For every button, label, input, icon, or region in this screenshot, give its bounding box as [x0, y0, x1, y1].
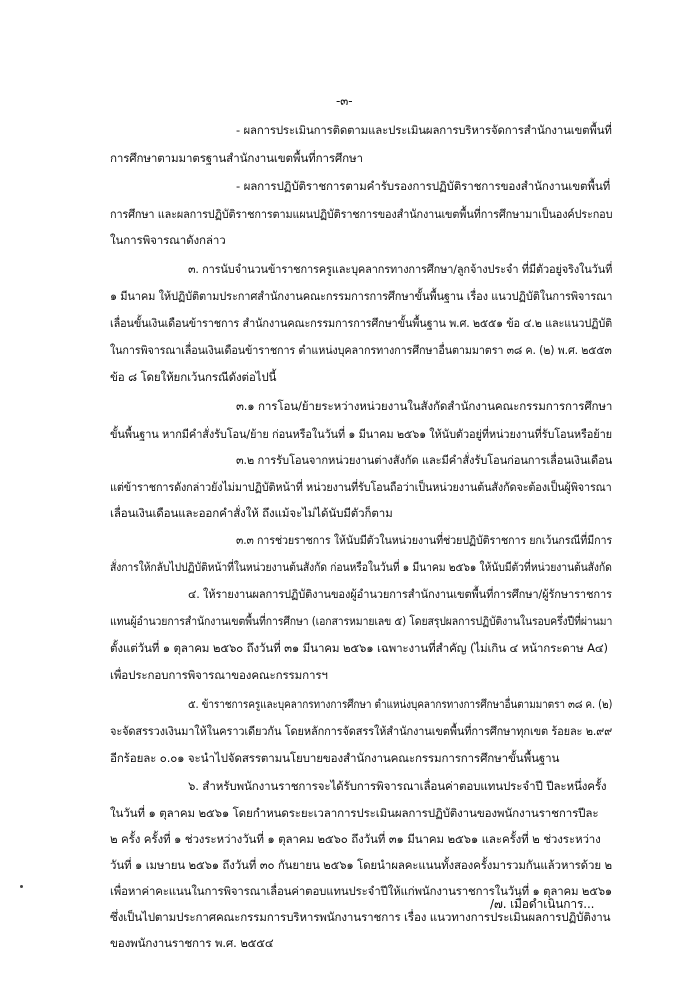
paragraph-line: ๒ ครั้ง ครั้งที่ ๑ ช่วงระหว่างวันที่ ๑ ตุลาคม ๒๕๖๐ ถึงวันที่ ๓๑ มีนาคม ๒๕๖๑ และครั้งที่ ๒ ช่วงระหว่าง	[110, 832, 601, 846]
paragraph-line: เลื่อนขั้นเงินเดือนข้าราชการ สำนักงานคณะกรรมการการศึกษาขั้นพื้นฐาน พ.ศ. ๒๕๕๑ ข้อ ๔.๒ และแนวปฏิบัติ	[110, 316, 613, 330]
paragraph-line: ๑ มีนาคม ให้ปฏิบัติตามประกาศสำนักงานคณะกรรมการการศึกษาขั้นพื้นฐาน เรื่อง แนวปฏิบัติในการพิจารณา	[110, 289, 613, 303]
paragraph-line: ของพนักงานราชการ พ.ศ. ๒๕๕๔	[110, 936, 274, 950]
paragraph-line: ในการพิจารณาเลื่อนเงินเดือนข้าราชการ ตำแหน่งบุคลากรทางการศึกษาอื่นตามมาตรา ๓๘ ค. (๒) พ.ศ. ๒๕๕๓	[110, 343, 612, 357]
paragraph-line: จะจัดสรรวงเงินมาให้ในคราวเดียวกัน โดยหลักการจัดสรรให้สำนักงานเขตพื้นที่การศึกษาทุกเขต ร้อยละ ๒.๙๙	[110, 724, 613, 738]
scan-speck	[20, 885, 23, 888]
paragraph-line: ๔. ให้รายงานผลการปฏิบัติงานของผู้อำนวยการสำนักงานเขตพื้นที่การศึกษา/ผู้รักษาราชการ	[188, 587, 612, 601]
paragraph-line: ๓. การนับจำนวนข้าราชการครูและบุคลากรทางการศึกษา/ลูกจ้างประจำ ที่มีตัวอยู่จริงในวันที่	[188, 262, 613, 276]
paragraph-line: ๓.๓ การช่วยราชการ ให้นับมีตัวในหน่วยงานที่ช่วยปฏิบัติราชการ ยกเว้นกรณีที่มีการ	[236, 533, 612, 547]
paragraph-line: สั่งการให้กลับไปปฏิบัติหน้าที่ในหน่วยงานต้นสังกัด ก่อนหรือในวันที่ ๑ มีนาคม ๒๕๖๑ ให้นับมีตัวที่หน่วยงานต้นสังกัด	[110, 560, 612, 574]
paragraph-line: แทนผู้อำนวยการสำนักงานเขตพื้นที่การศึกษา (เอกสารหมายเลข ๕) โดยสรุปผลการปฏิบัติงานในรอบครึ่งปีที่ผ่านมา	[110, 614, 613, 628]
paragraph-line: ข้อ ๘ โดยให้ยกเว้นกรณีดังต่อไปนี้	[110, 370, 277, 384]
page-number: -๓-	[336, 94, 353, 108]
paragraph-line: ในการพิจารณาดังกล่าว	[110, 233, 226, 247]
paragraph-line: ๓.๑ การโอน/ย้ายระหว่างหน่วยงานในสังกัดสำนักงานคณะกรรมการการศึกษา	[236, 399, 613, 413]
paragraph-line: ๖. สำหรับพนักงานราชการจะได้รับการพิจารณาเลื่อนค่าตอบแทนประจำปี ปีละหนึ่งครั้ง	[188, 779, 607, 793]
paragraph-line: ตั้งแต่วันที่ ๑ ตุลาคม ๒๕๖๐ ถึงวันที่ ๓๑ มีนาคม ๒๕๖๑ เฉพาะงานที่สำคัญ (ไม่เกิน ๔ หน้ากระดาษ A๔)	[110, 641, 608, 655]
paragraph-line: ในวันที่ ๑ ตุลาคม ๒๕๖๑ โดยกำหนดระยะเวลาการประเมินผลการปฏิบัติงานของพนักงานราชการปีละ	[110, 806, 599, 820]
paragraph-line: ซึ่งเป็นไปตามประกาศคณะกรรมการบริหารพนักงานราชการ เรื่อง แนวทางการประเมินผลการปฏิบัติงาน	[110, 910, 611, 924]
paragraph-line: อีกร้อยละ ๐.๐๑ จะนำไปจัดสรรตามนโยบายของสำนักงานคณะกรรมการการศึกษาขั้นพื้นฐาน	[110, 751, 560, 765]
paragraph-line: การศึกษา และผลการปฏิบัติราชการตามแผนปฏิบัติราชการของสำนักงานเขตพื้นที่การศึกษามาเป็นองค์ประกอบ	[110, 207, 613, 221]
paragraph-line: เลื่อนเงินเดือนและออกคำสั่งให้ ถึงแม้จะไม่ได้นับมีตัวก็ตาม	[110, 506, 393, 520]
paragraph-line: แต่ข้าราชการดังกล่าวยังไม่มาปฏิบัติหน้าที่ หน่วยงานที่รับโอนถือว่าเป็นหน่วยงานต้นสังกัดจะต้องเป็นผู้พิจารณา	[110, 480, 612, 494]
paragraph-line: เพื่อหาค่าคะแนนในการพิจารณาเลื่อนค่าตอบแทนประจำปีให้แก่พนักงานราชการในวันที่ ๑ ตุลาคม ๒๕๖๑	[110, 884, 613, 898]
paragraph-line: - ผลการปฏิบัติราชการตามคำรับรองการปฏิบัติราชการของสำนักงานเขตพื้นที่	[236, 179, 611, 193]
paragraph-line: ๓.๒ การรับโอนจากหน่วยงานต่างสังกัด และมีคำสั่งรับโอนก่อนการเลื่อนเงินเดือน	[236, 453, 613, 467]
paragraph-line: การศึกษาตามมาตรฐานสำนักงานเขตพื้นที่การศึกษา	[110, 151, 363, 165]
continuation-note: /๗. เมื่อดำเนินการ...	[490, 897, 595, 911]
paragraph-line: เพื่อประกอบการพิจารณาของคณะกรรมการฯ	[110, 668, 328, 682]
paragraph-line: วันที่ ๑ เมษายน ๒๕๖๑ ถึงวันที่ ๓๐ กันยายน ๒๕๖๑ โดยนำผลคะแนนทั้งสองครั้งมารวมกันแล้วหารด้วย ๒	[110, 858, 612, 872]
paragraph-line: ขั้นพื้นฐาน หากมีคำสั่งรับโอน/ย้าย ก่อนหรือในวันที่ ๑ มีนาคม ๒๕๖๑ ให้นับตัวอยู่ที่หน่วยงานที่รับโอนหรือย้าย	[110, 427, 612, 441]
paragraph-line: ๕. ข้าราชการครูและบุคลากรทางการศึกษา ตำแหน่งบุคลากรทางการศึกษาอื่นตามมาตรา ๓๘ ค. (๒)	[188, 697, 613, 711]
paragraph-line: - ผลการประเมินการติดตามและประเมินผลการบริหารจัดการสำนักงานเขตพื้นที่	[236, 123, 612, 137]
